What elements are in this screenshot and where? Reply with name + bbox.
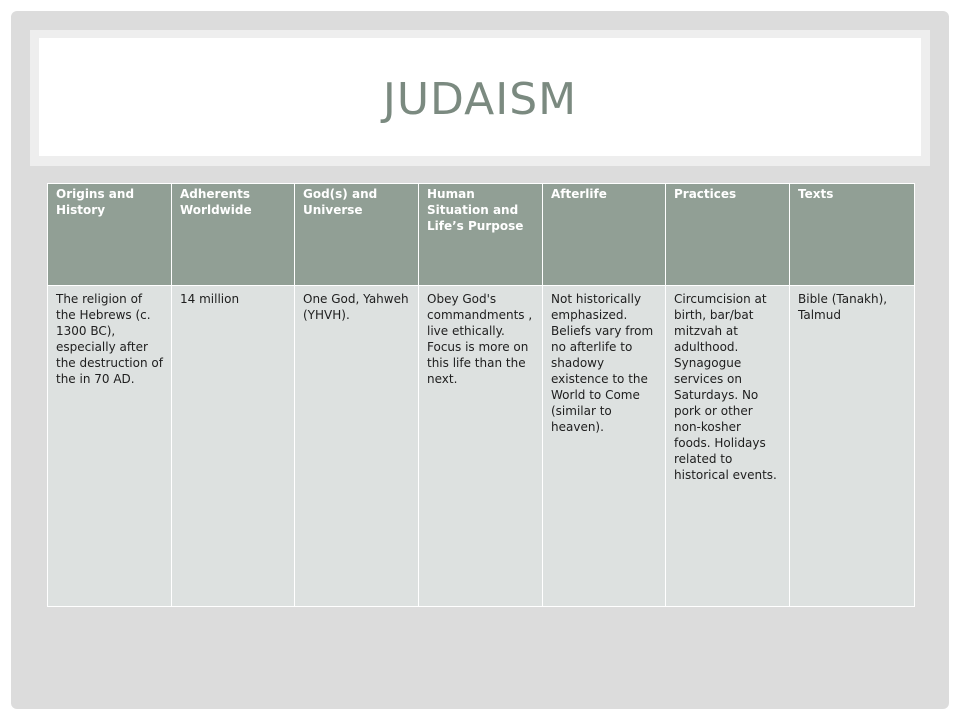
table-row (48, 286, 915, 607)
header-gods-universe: God(s) and Universe (295, 184, 419, 286)
header-origins-history: Origins and History (48, 184, 172, 286)
cell-afterlife: Not historically emphasized. Beliefs vary from no afterlife to shadowy existence to the World to Come (similar to heaven). (543, 286, 666, 607)
cell-gods-universe: One God, Yahweh (YHVH). (295, 286, 419, 607)
header-afterlife: Afterlife (543, 184, 666, 286)
header-practices: Practices (666, 184, 790, 286)
cell-texts: Bible (Tanakh), Talmud (790, 286, 915, 607)
header-adherents: Adherents Worldwide (172, 184, 295, 286)
cell-human-situation: Obey God's commandments , live ethically. Focus is more on this life than the next. (419, 286, 543, 607)
religion-table (47, 183, 915, 607)
table-header-row (48, 184, 915, 286)
cell-practices: Circumcision at birth, bar/bat mitzvah at adulthood. Synagogue services on Saturdays. No pork or other non-kosher foods. Holidays related to historical events. (666, 286, 790, 607)
header-human-situation: Human Situation and Life’s Purpose (419, 184, 543, 286)
cell-origins-history: The religion of the Hebrews (c. 1300 BC), especially after the destruction of the in 70 AD. (48, 286, 172, 607)
title-placeholder (30, 30, 930, 166)
slide-title: JUDAISM (382, 73, 578, 125)
title-area (39, 38, 921, 156)
header-texts: Texts (790, 184, 915, 286)
cell-adherents: 14 million (172, 286, 295, 607)
